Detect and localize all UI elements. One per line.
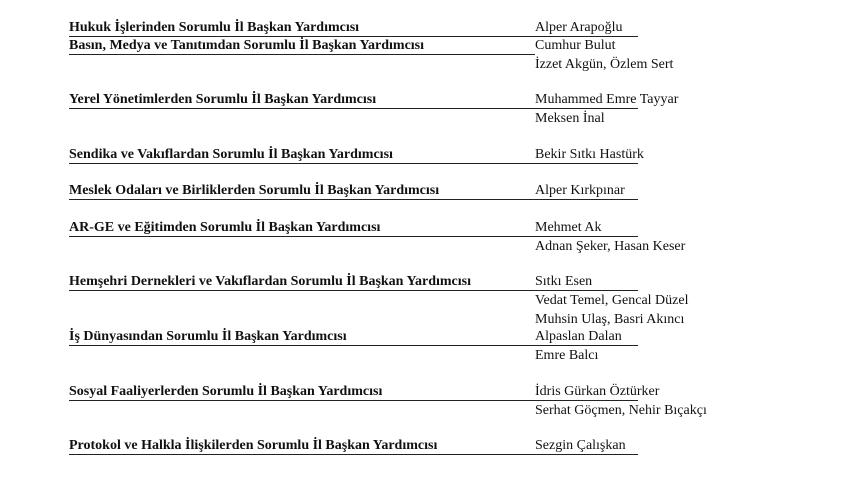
- position-title: İş Dünyasından Sorumlu İl Başkan Yardımcısı: [69, 329, 347, 344]
- title-underline: [69, 163, 535, 164]
- name-underline: [535, 400, 638, 401]
- name-underline: [535, 199, 638, 200]
- title-underline: [69, 108, 535, 109]
- name-underline: [535, 163, 638, 164]
- member-name: Emre Balcı: [535, 348, 599, 363]
- title-underline: [69, 199, 535, 200]
- member-name: Adnan Şeker, Hasan Keser: [535, 239, 686, 254]
- member-name: Alpaslan Dalan: [535, 329, 622, 344]
- position-title: Hemşehri Dernekleri ve Vakıflardan Sorumlu İl Başkan Yardımcısı: [69, 274, 472, 289]
- member-name: Vedat Temel, Gencal Düzel: [535, 293, 689, 308]
- member-name: Sezgin Çalışkan: [535, 438, 626, 453]
- position-title: Sosyal Faaliyerlerden Sorumlu İl Başkan Yardımcısı: [69, 384, 383, 399]
- name-underline: [535, 36, 638, 37]
- title-underline: [69, 345, 535, 346]
- position-title: Sendika ve Vakıflardan Sorumlu İl Başkan Yardımcısı: [69, 147, 393, 162]
- position-title: Basın, Medya ve Tanıtımdan Sorumlu İl Başkan Yardımcısı: [69, 38, 425, 53]
- title-underline: [69, 290, 535, 291]
- position-title: Meslek Odaları ve Birliklerden Sorumlu İl Başkan Yardımcısı: [69, 183, 440, 198]
- member-name: Bekir Sıtkı Hastürk: [535, 147, 644, 162]
- member-name: Meksen İnal: [535, 111, 605, 126]
- member-name: Cumhur Bulut: [535, 38, 616, 53]
- name-underline: [535, 345, 638, 346]
- member-name: Muhammed Emre Tayyar: [535, 92, 679, 107]
- member-name: İzzet Akgün, Özlem Sert: [535, 57, 674, 72]
- member-name: Alper Arapoğlu: [535, 20, 623, 35]
- title-underline: [69, 54, 535, 55]
- title-underline: [69, 236, 535, 237]
- member-name: Serhat Göçmen, Nehir Bıçakçı: [535, 403, 707, 418]
- name-underline: [535, 236, 638, 237]
- title-underline: [69, 36, 535, 37]
- name-underline: [535, 454, 638, 455]
- position-title: Protokol ve Halkla İlişkilerden Sorumlu İl Başkan Yardımcısı: [69, 438, 438, 453]
- member-name: Alper Kırkpınar: [535, 183, 625, 198]
- member-name: Muhsin Ulaş, Basri Akıncı: [535, 312, 685, 327]
- member-name: Mehmet Ak: [535, 220, 602, 235]
- position-title: Hukuk İşlerinden Sorumlu İl Başkan Yardımcısı: [69, 20, 360, 35]
- position-title: AR-GE ve Eğitimden Sorumlu İl Başkan Yardımcısı: [69, 220, 381, 235]
- title-underline: [69, 400, 535, 401]
- title-underline: [69, 454, 535, 455]
- member-name: Sıtkı Esen: [535, 274, 593, 289]
- position-title: Yerel Yönetimlerden Sorumlu İl Başkan Yardımcısı: [69, 92, 377, 107]
- member-name: İdris Gürkan Öztürker: [535, 384, 660, 399]
- name-underline: [535, 108, 638, 109]
- name-underline: [535, 290, 638, 291]
